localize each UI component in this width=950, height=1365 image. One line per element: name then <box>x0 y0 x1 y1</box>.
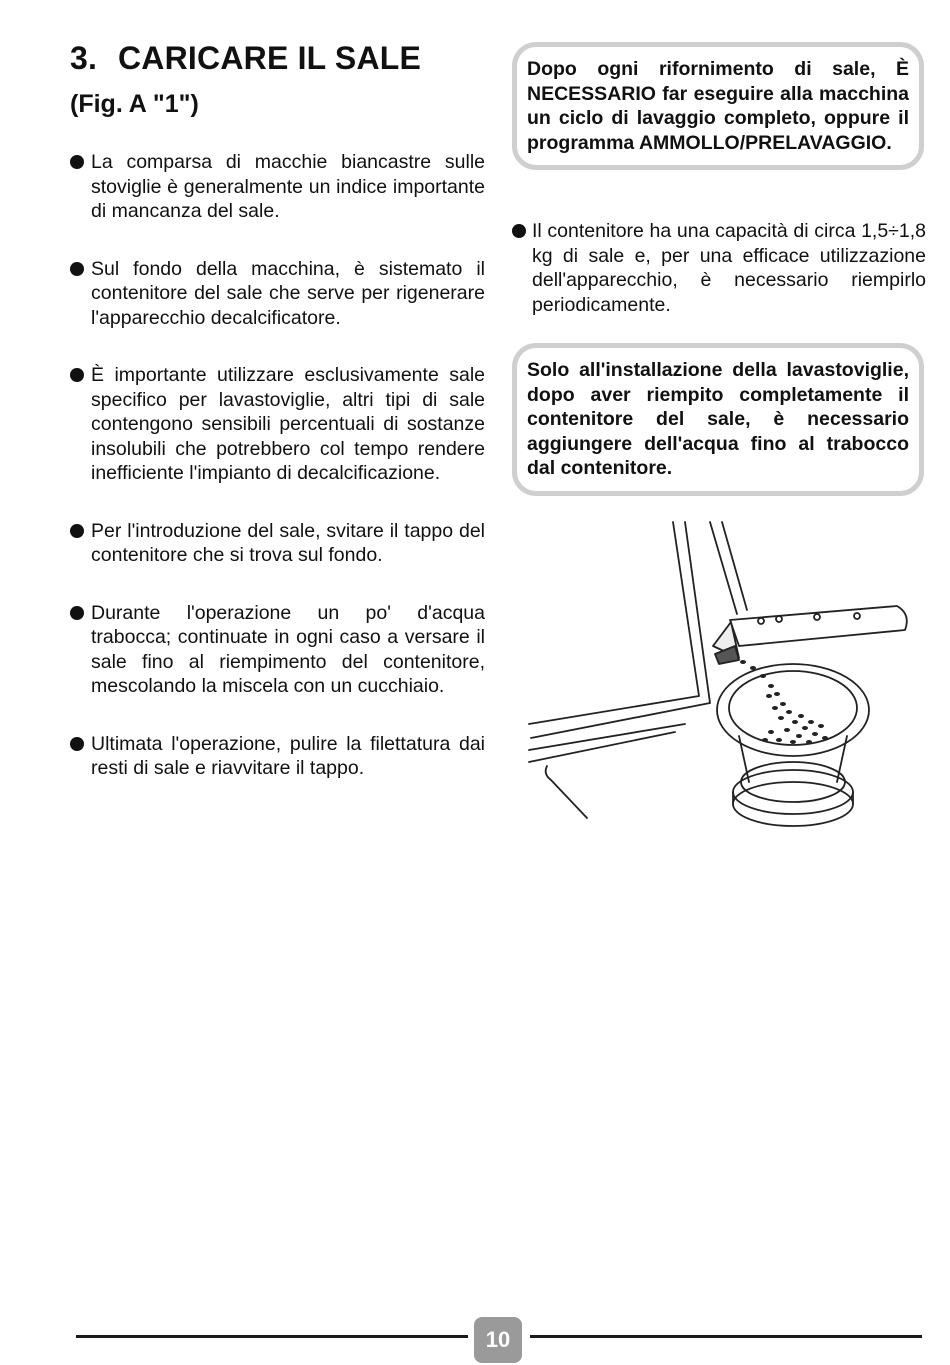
bullet-text: È importante utilizzare esclusivamente sale specifico per lavastoviglie, altri tipi di sale contengono sensibili percentuali di sostanze insolubili che potrebbero col tempo rendere inefficiente l'impianto di decalcificazione. <box>91 364 485 484</box>
bullet-item <box>70 363 485 486</box>
bullet-dot-icon <box>512 224 526 238</box>
bullet-item <box>70 150 485 224</box>
bullet-dot-icon <box>70 155 84 169</box>
bullet-item <box>70 519 485 568</box>
bullet-dot-icon <box>70 262 84 276</box>
bullet-dot-icon <box>70 524 84 538</box>
bullet-text: Per l'introduzione del sale, svitare il tappo del contenitore che si trova sul fondo. <box>91 519 485 566</box>
note-box-first-install: Solo all'installazione della lavastoviglie, dopo aver riempito completamente il contenitore del sale, è necessario aggiungere dell'acqua fino al trabocco dal contenitore. <box>512 343 924 496</box>
bullet-text: Il contenitore ha una capacità di circa 1,5÷1,8 kg di sale e, per una efficace utilizzazione dell'apparecchio, è necessario riempirlo periodicamente. <box>532 220 926 316</box>
funnel-drawing <box>713 622 739 664</box>
salt-container-drawing <box>717 664 869 826</box>
footer-rule-right <box>530 1335 922 1338</box>
footer-rule-left <box>76 1335 468 1338</box>
left-bullet-list <box>70 150 485 814</box>
bullet-dot-icon <box>70 737 84 751</box>
bullet-item <box>70 257 485 331</box>
section-title <box>70 40 421 77</box>
salt-loading-illustration <box>525 518 920 838</box>
bullet-text: Ultimata l'operazione, pulire la filettatura dai resti di sale e riavvitare il tappo. <box>91 732 485 779</box>
bullet-text: Sul fondo della macchina, è sistemato il contenitore del sale che serve per rigenerare l'apparecchio decalcificatore. <box>91 257 485 329</box>
page-number: 10 <box>474 1317 522 1363</box>
bullet-dot-icon <box>70 606 84 620</box>
note-box-rinse-cycle: Dopo ogni rifornimento di sale, È NECESSARIO far eseguire alla macchina un ciclo di lavaggio completo, oppure il programma AMMOLLO/PRELAVAGGIO. <box>512 42 924 170</box>
section-title-text: CARICARE IL SALE <box>118 40 422 76</box>
bullet-dot-icon <box>70 368 84 382</box>
bullet-item <box>70 601 485 699</box>
bullet-text: La comparsa di macchie biancastre sulle stoviglie è generalmente un indice importante di mancanza del sale. <box>91 151 485 222</box>
figure-reference: (Fig. A "1") <box>70 90 199 118</box>
bullet-item-capacity <box>512 219 926 317</box>
section-number: 3. <box>70 40 98 76</box>
spray-arm-drawing <box>730 606 907 646</box>
dishwasher-tub-drawing <box>529 522 747 818</box>
bullet-item <box>70 732 485 781</box>
bullet-text: Durante l'operazione un po' d'acqua trabocca; continuate in ogni caso a versare il sale fino al riempimento del contenitore, mescolando la miscela con un cucchiaio. <box>91 601 485 697</box>
